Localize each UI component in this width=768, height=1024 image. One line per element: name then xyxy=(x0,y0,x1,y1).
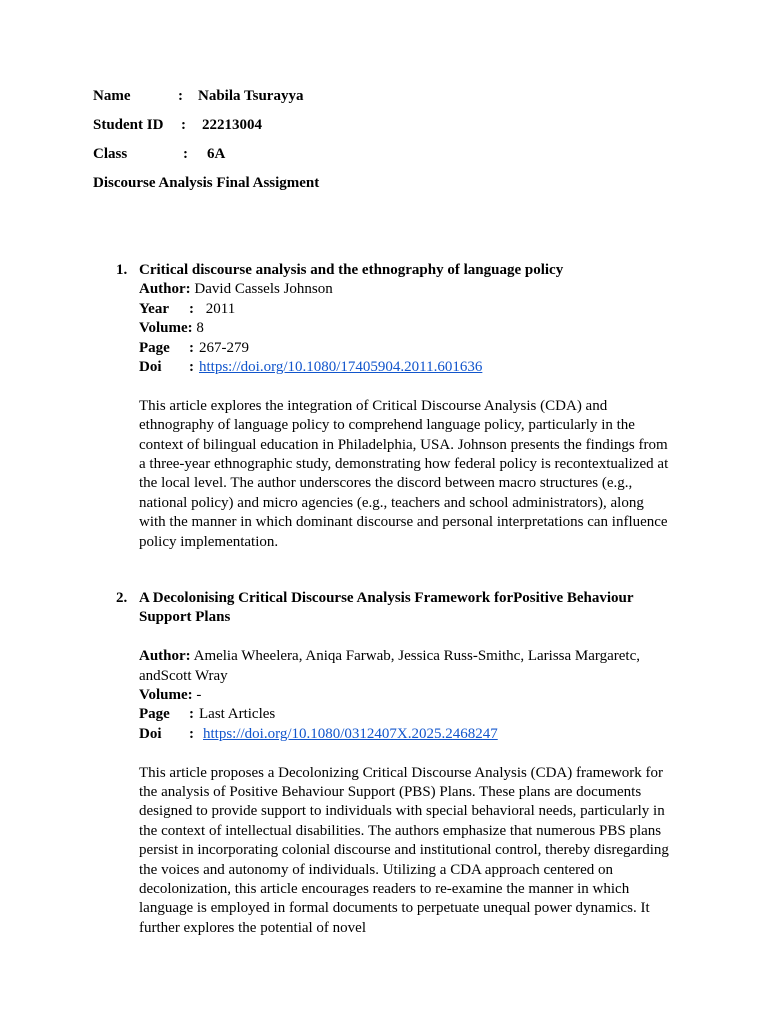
entry-content xyxy=(139,261,674,552)
entry-content xyxy=(139,589,674,938)
author-value: Amelia Wheelera, Aniqa Farwab, Jessica Russ-Smithc, Larissa Margaretc, andScott Wray xyxy=(139,648,641,684)
page-value: Last Articles xyxy=(199,706,276,723)
year-label: Year xyxy=(139,300,169,317)
author-row xyxy=(139,280,674,299)
volume-row xyxy=(139,319,674,338)
class-label: Class xyxy=(93,146,128,162)
year-value: 2011 xyxy=(205,300,236,317)
student-id-value: 22213004 xyxy=(202,117,262,133)
class-row xyxy=(93,145,225,164)
assignment-title: Discourse Analysis Final Assigment xyxy=(93,175,320,191)
name-value: Nabila Tsurayya xyxy=(198,88,304,104)
year-colon: : xyxy=(189,300,194,317)
doi-row xyxy=(139,358,674,377)
author-label: Author: xyxy=(139,648,191,665)
page-row xyxy=(139,339,674,358)
doi-link[interactable]: https://doi.org/10.1080/17405904.2011.601636 xyxy=(199,359,483,376)
doi-label: Doi xyxy=(139,359,162,376)
name-label: Name xyxy=(93,88,131,104)
class-value: 6A xyxy=(207,146,226,162)
author-row xyxy=(139,647,674,686)
page-label: Page xyxy=(139,706,170,723)
author-label: Author: xyxy=(139,281,191,298)
entry-number: 1. xyxy=(116,262,128,278)
author-value: David Cassels Johnson xyxy=(194,281,333,298)
student-id-label: Student ID xyxy=(93,117,164,133)
name-colon: : xyxy=(178,88,183,104)
volume-value: - xyxy=(196,687,202,704)
volume-label: Volume: xyxy=(139,320,193,337)
doi-colon: : xyxy=(189,725,194,742)
class-colon: : xyxy=(183,146,188,162)
doi-link[interactable]: https://doi.org/10.1080/0312407X.2025.2468247 xyxy=(203,725,498,742)
doi-row xyxy=(139,725,674,744)
volume-row xyxy=(139,686,674,705)
entry-summary: This article explores the integration of Critical Discourse Analysis (CDA) and ethnography of language policy to comprehend language policy, particularly in the context of bilingual education in Philadelphia, USA. Johnson presents the findings from a three-year ethnographic study, demonstrating how federal policy is recontextualized at the local level. The author underscores the discord between macro structures (e.g., national policy) and micro agencies (e.g., teachers and school administrators), along with the manner in which dominant discourse and personal interpretations can influence policy implementation. xyxy=(139,397,669,550)
page-colon: : xyxy=(189,339,194,356)
doi-label: Doi xyxy=(139,725,162,742)
page-label: Page xyxy=(139,339,170,356)
page-row xyxy=(139,705,674,724)
entry-title: A Decolonising Critical Discourse Analysis Framework forPositive Behaviour Support Plans xyxy=(139,590,634,626)
volume-label: Volume: xyxy=(139,687,193,704)
doi-colon: : xyxy=(189,359,194,376)
year-row xyxy=(139,300,674,319)
entry-summary: This article proposes a Decolonizing Critical Discourse Analysis (CDA) framework for the analysis of Positive Behaviour Support (PBS) Plans. These plans are documents designed to provide support to individuals with special behavioral needs, particularly in the context of intellectual disabilities. The authors emphasize that numerous PBS plans persist in incorporating colonial discourse and institutional control, thereby disregarding the voices and autonomy of individuals. Utilizing a CDA approach centered on decolonization, this article encourages readers to re-examine the manner in which language is employed in formal documents to perpetuate unequal power dynamics. It further explores the potential of novel xyxy=(139,764,669,936)
page-colon: : xyxy=(189,706,194,723)
volume-value: 8 xyxy=(196,320,204,337)
entry-number: 2. xyxy=(116,590,128,606)
name-row xyxy=(93,87,303,106)
student-id-row xyxy=(93,116,262,135)
entry-title: Critical discourse analysis and the ethnography of language policy xyxy=(139,262,564,278)
page-value: 267-279 xyxy=(199,339,249,356)
student-id-colon: : xyxy=(181,117,186,133)
